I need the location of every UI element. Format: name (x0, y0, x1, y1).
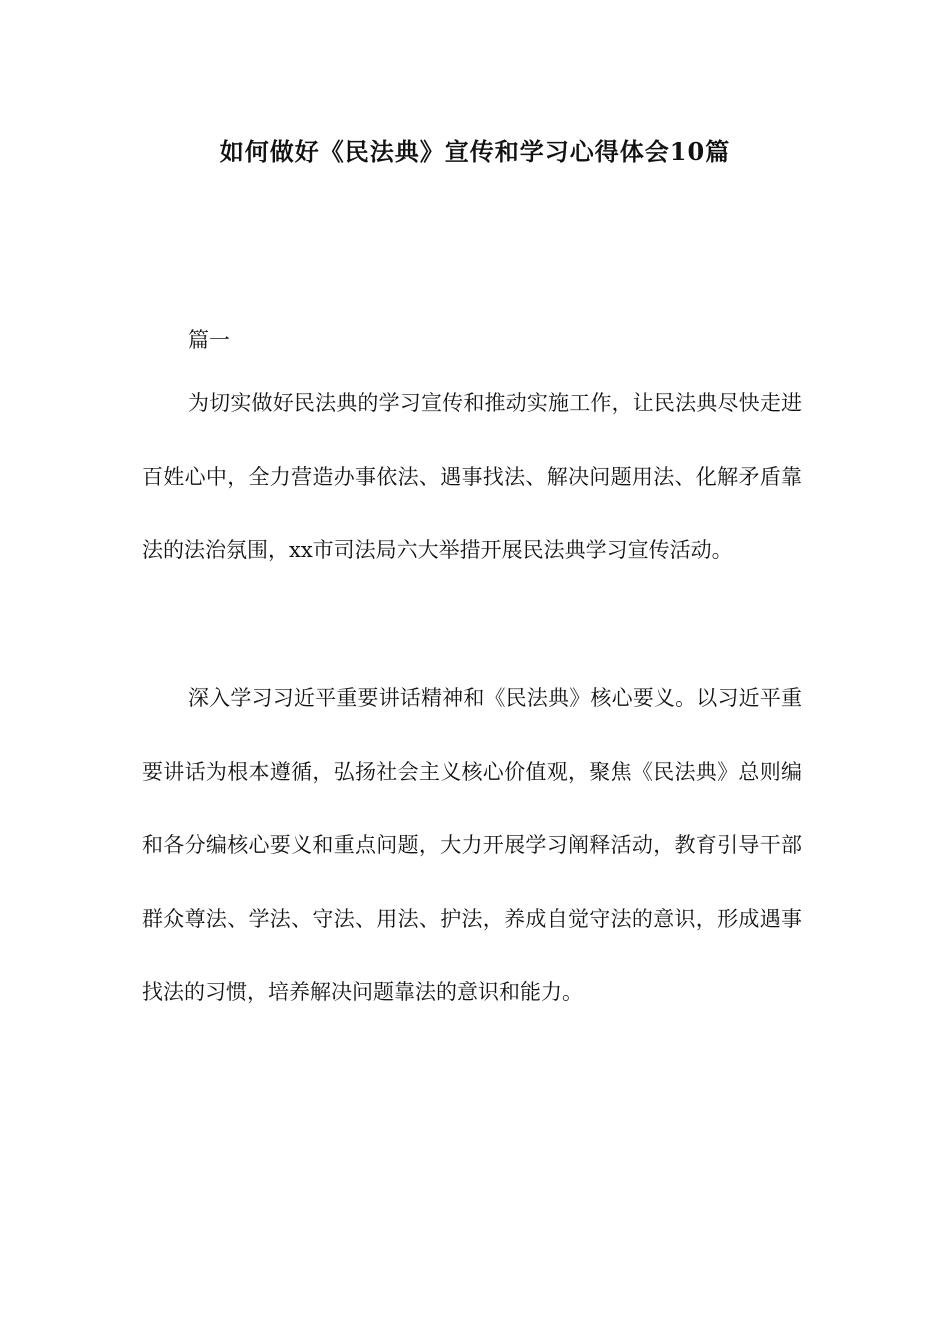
document-title: 如何做好《民法典》宣传和学习心得体会10篇 (219, 137, 731, 166)
section-heading: 篇一 (188, 328, 230, 352)
body-paragraph-2: 深入学习习近平重要讲话精神和《民法典》核心要义。以习近平重要讲话为根本遵循，弘扬社会主义核心价值观，聚焦《民法典》总则编和各分编核心要义和重点问题，大力开展学习阐释活动，教育引导干部群众尊法、学法、守法、用法、护法，养成自觉守法的意识，形成遇事找法的习惯，培养解决问题靠法的意识和能力。 (142, 686, 802, 1004)
body-paragraph-1: 为切实做好民法典的学习宣传和推动实施工作，让民法典尽快走进百姓心中，全力营造办事依法、遇事找法、解决问题用法、化解矛盾靠法的法治氛围，xx市司法局六大举措开展民法典学习宣传活动。 (142, 391, 802, 562)
